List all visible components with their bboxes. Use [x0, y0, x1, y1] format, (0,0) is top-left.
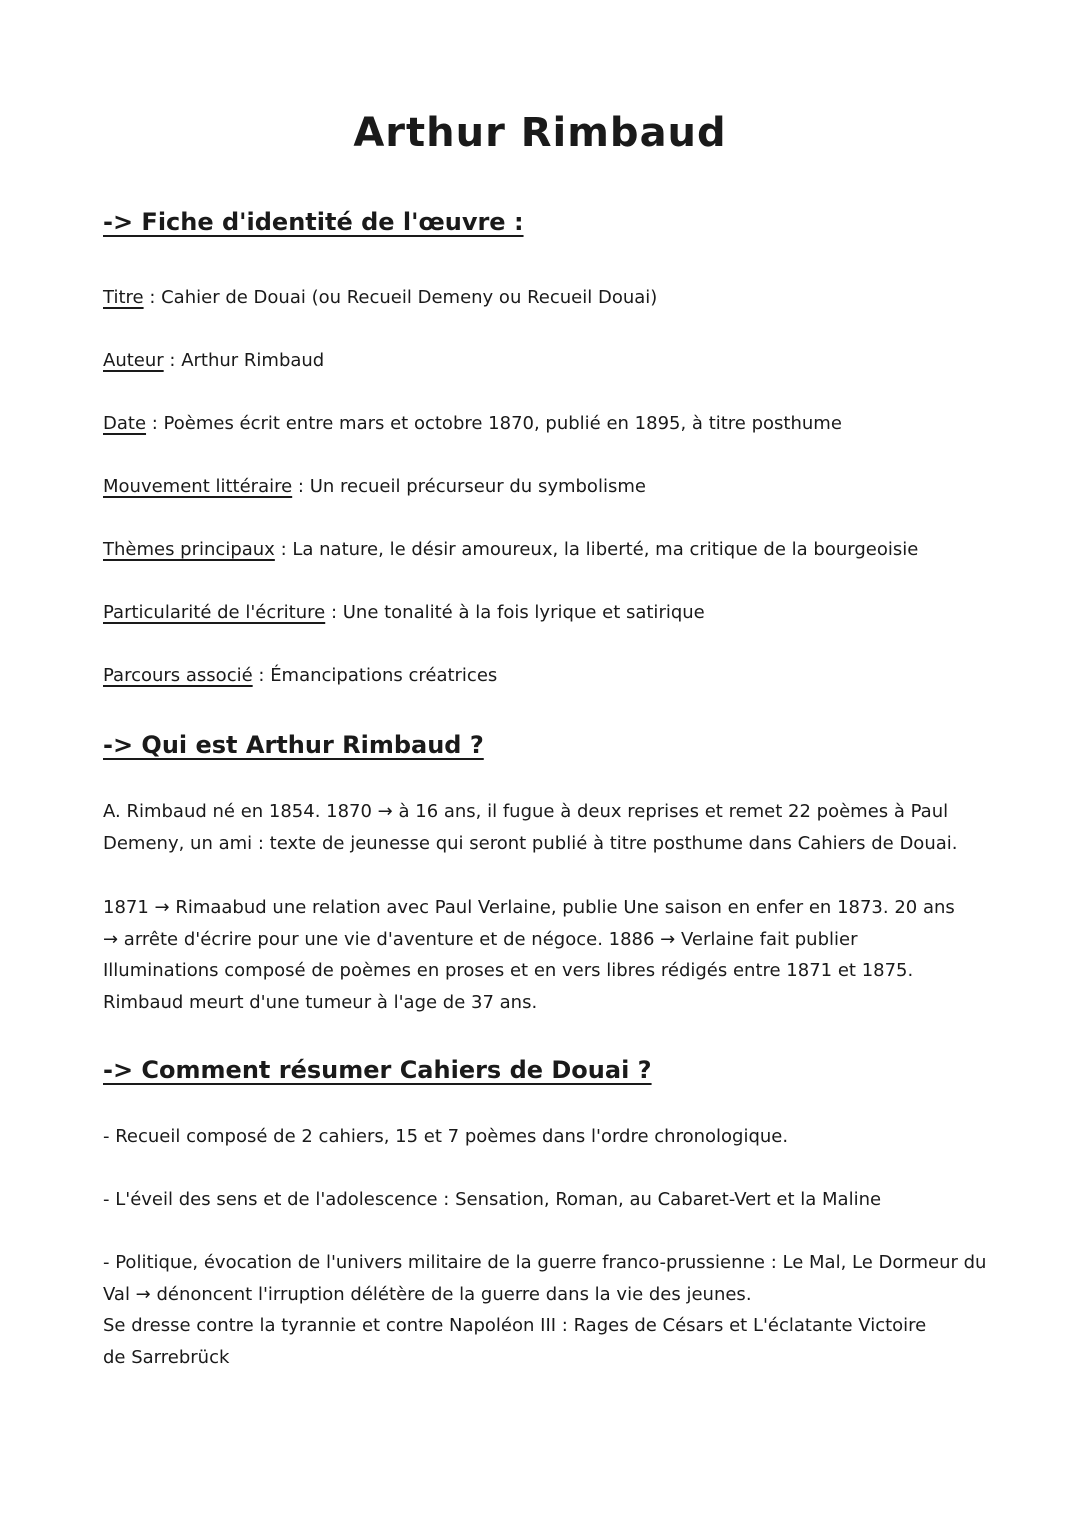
list-item: - Politique, évocation de l'univers militaire de la guerre franco-prussienne : Le Mal, Le Dormeur du Val → dénoncent l'irruption délétère de la guerre dans la vie des jeunes. Se dresse contre la tyrannie et contre Napoléon III : Rages de Césars et L'éclatante Victoire de Sarrebrück [103, 1252, 987, 1368]
list-item: - Recueil composé de 2 cahiers, 15 et 7 poèmes dans l'ordre chronologique. [103, 1126, 789, 1147]
section-heading-fiche: -> Fiche d'identité de l'œuvre : [103, 208, 524, 236]
fiche-label: Particularité de l'écriture [103, 602, 326, 623]
fiche-item-titre: Titre : Cahier de Douai (ou Recueil Demeny ou Recueil Douai) [103, 287, 658, 308]
page-title: Arthur Rimbaud [353, 110, 727, 156]
paragraph-biographie-1: A. Rimbaud né en 1854. 1870 → à 16 ans, il fugue à deux reprises et remet 22 poèmes à Paul Demeny, un ami : texte de jeunesse qui seront publié à titre posthume dans Cahiers de Douai. [103, 801, 958, 854]
fiche-item-ecriture: Particularité de l'écriture : Une tonalité à la fois lyrique et satirique [103, 602, 705, 623]
fiche-value: Arthur Rimbaud [181, 350, 325, 371]
fiche-value: Poèmes écrit entre mars et octobre 1870, publié en 1895, à titre posthume [163, 413, 842, 434]
fiche-item-auteur: Auteur : Arthur Rimbaud [103, 350, 325, 371]
fiche-value: Émancipations créatrices [270, 665, 498, 686]
fiche-value: Un recueil précurseur du symbolisme [309, 476, 646, 497]
fiche-item-parcours: Parcours associé : Émancipations créatrices [103, 665, 498, 686]
fiche-value: Une tonalité à la fois lyrique et satirique [342, 602, 705, 623]
fiche-item-mouvement: Mouvement littéraire : Un recueil précurseur du symbolisme [103, 476, 646, 497]
section-heading-qui: -> Qui est Arthur Rimbaud ? [103, 731, 484, 759]
fiche-label: Date [103, 413, 147, 434]
fiche-item-date: Date : Poèmes écrit entre mars et octobre 1870, publié en 1895, à titre posthume [103, 413, 842, 434]
fiche-label: Thèmes principaux [103, 539, 275, 560]
fiche-value: Cahier de Douai (ou Recueil Demeny ou Recueil Douai) [161, 287, 658, 308]
paragraph-biographie-2: 1871 → Rimaabud une relation avec Paul Verlaine, publie Une saison en enfer en 1873. 20 ans → arrête d'écrire pour une vie d'aventure et de négoce. 1886 → Verlaine fait publier Illuminations composé de poèmes en proses et en vers libres rédigés entre 1871 et 1875. Rimbaud meurt d'une tumeur à l'age de 37 ans. [103, 897, 955, 1013]
fiche-label: Titre [103, 287, 144, 308]
fiche-item-themes: Thèmes principaux : La nature, le désir amoureux, la liberté, ma critique de la bourgeoisie [103, 539, 919, 560]
fiche-label: Mouvement littéraire [103, 476, 293, 497]
fiche-label: Auteur [103, 350, 164, 371]
fiche-value: La nature, le désir amoureux, la liberté, ma critique de la bourgeoisie [292, 539, 919, 560]
section-heading-resume: -> Comment résumer Cahiers de Douai ? [103, 1056, 652, 1084]
list-item: - L'éveil des sens et de l'adolescence : Sensation, Roman, au Cabaret-Vert et la Maline [103, 1189, 882, 1210]
fiche-label: Parcours associé [103, 665, 253, 686]
